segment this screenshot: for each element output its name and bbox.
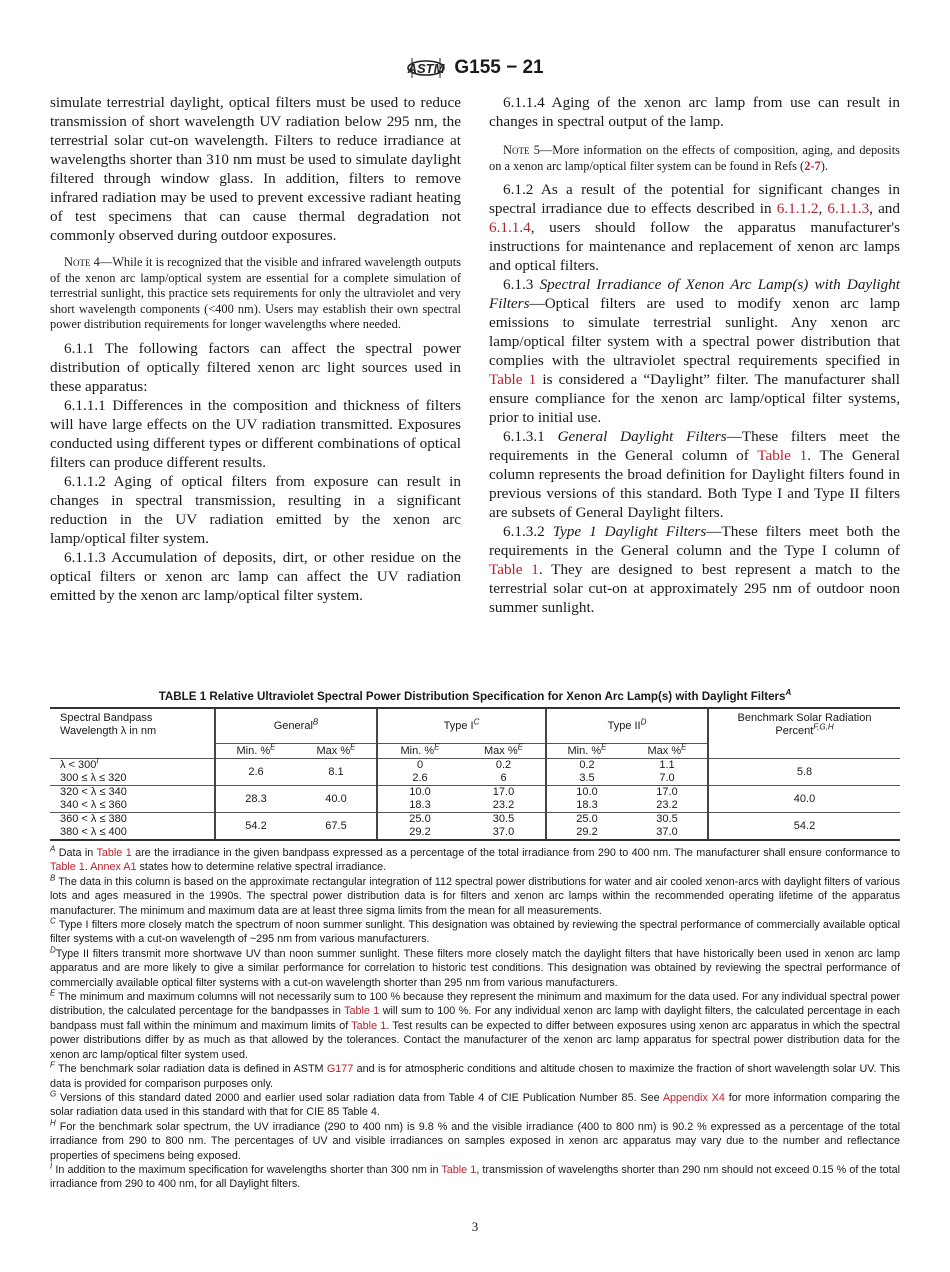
document-id: G155 − 21 <box>454 57 544 78</box>
header-text: Max % <box>647 744 682 757</box>
footnote-a <box>50 846 900 875</box>
text: The minimum and maximum columns will not necessarily sum to 100 % because they represent the minimum and maximum for the data used. For any individual spectral power distribution, the calculated percentage for the bandpasses in <box>50 991 900 1018</box>
section-6-1-3-1 <box>489 427 900 522</box>
type2-min-cell: 18.3 <box>546 799 627 813</box>
text: —These filters meet both the requirements in the General column and the Type I column of <box>489 523 901 560</box>
header-bandpass <box>50 708 215 759</box>
footnote-ref: A <box>785 688 792 698</box>
text: , <box>818 200 828 218</box>
footnote-e <box>50 990 900 1062</box>
benchmark-cell: 5.8 <box>708 759 900 786</box>
footnote-i <box>50 1163 900 1192</box>
type2-max-cell: 17.0 <box>656 786 678 798</box>
section-6-1-3-2 <box>489 522 900 617</box>
type1-min-cell: 0 <box>377 759 462 773</box>
footnote-h <box>50 1120 900 1163</box>
link-annex-a1[interactable]: Annex A1 <box>90 861 137 874</box>
table-footnotes <box>50 846 900 1192</box>
benchmark-cell: 54.2 <box>708 813 900 841</box>
page-number: 3 <box>471 1219 479 1234</box>
text: , and <box>869 200 900 218</box>
table-title <box>50 690 900 703</box>
footnote-letter: E <box>50 988 56 998</box>
band-cell: 340 < λ ≤ 360 <box>50 799 215 813</box>
footnote-ref: B <box>312 716 319 726</box>
footnote-ref: E <box>350 741 356 751</box>
header-benchmark <box>708 708 900 759</box>
header-text: Type II <box>607 719 641 732</box>
section-6-1-1-4: 6.1.1.4 Aging of the xenon arc lamp from use can result in changes in spectral output of the lamp. <box>489 94 900 130</box>
footnote-ref: F,G,H <box>813 722 834 732</box>
section-number: 6.1.3 <box>503 276 540 294</box>
link-appendix-x4[interactable]: Appendix X4 <box>662 1091 725 1104</box>
benchmark-cell: 40.0 <box>708 786 900 813</box>
note-5-end: ). <box>820 158 828 173</box>
link-6-1-1-2[interactable]: 6.1.1.2 <box>776 200 819 218</box>
header-text: Max % <box>484 744 518 757</box>
link-g177[interactable]: G177 <box>326 1063 354 1076</box>
type2-max-cell: 23.2 <box>627 799 708 813</box>
band-label: λ < 300 <box>60 759 97 771</box>
text: is considered a “Daylight” filter. The manufacturer shall ensure compliance for the xenon arc lamp/optical filter systems, prior to initial use. <box>489 371 900 427</box>
text: Type I filters more closely match the spectrum of noon summer sunlight. This designation was obtained by reviewing the spectral performance of commercially available optical filter systems with a cut-on wavelength of ~295 nm from various manufacturers. <box>50 919 900 946</box>
text: . They are designed to best represent a match to the terrestrial solar cut-on at approximately 295 nm of outdoor noon summer sunlight. <box>489 561 901 617</box>
type2-min-cell: 25.0 <box>546 813 627 827</box>
general-min-cell: 2.6 <box>215 759 296 786</box>
footnote-b <box>50 875 900 918</box>
type1-max-cell: 30.5 <box>492 813 515 825</box>
header-general <box>215 708 377 744</box>
link-table-1[interactable]: Table 1 <box>489 561 539 579</box>
text: 6.1.2 As a result of the potential for significant changes in spectral irradiance due to effects described in <box>489 181 900 218</box>
text: for more information comparing the solar radiation data used in this standard with that for CIE 85 Table 4. <box>50 1091 900 1119</box>
table-row <box>50 759 900 773</box>
link-table-1[interactable]: Table 1 <box>351 1019 387 1032</box>
link-6-1-1-3[interactable]: 6.1.1.3 <box>827 200 870 218</box>
header-text: Wavelength λ in nm <box>60 725 157 737</box>
text: In addition to the maximum specification for wavelengths shorter than 300 nm in <box>52 1163 442 1176</box>
text: Type II filters transmit more shortwave UV than noon summer sunlight. These filters more closely match the daylight filters that have historically been used in xenon arc lamp apparatus and are more likely to give a similar performance for correlation to historic test conditions. This designation was obtained by reviewing the spectral performance of commercially available optical filter systems with a cut-on wavelength shorter than 295 nm from various manufacturers. <box>50 947 900 989</box>
text: . <box>84 861 91 874</box>
type1-max-cell: 6 <box>462 772 546 786</box>
footnote-ref: E <box>517 741 523 751</box>
text: —These filters meet the requirements in the General column of <box>489 428 900 465</box>
section-number: 6.1.3.1 <box>503 428 558 446</box>
header-text: General <box>273 719 313 732</box>
footnote-ref: C <box>473 716 480 726</box>
general-max-cell: 67.5 <box>296 813 377 841</box>
footnote-ref: E <box>270 741 276 751</box>
type2-min-cell: 29.2 <box>546 826 627 840</box>
table-row <box>50 786 900 800</box>
footnote-c <box>50 918 900 947</box>
text: are the irradiance in the given bandpass expressed as a percentage of the total irradiance from 290 to 400 nm. The manufacturer shall ensure conformance to <box>131 847 900 859</box>
table-title-text: TABLE 1 Relative Ultraviolet Spectral Power Distribution Specification for Xenon Arc Lamp(s) with Daylight Filters <box>158 690 786 703</box>
text: will sum to 100 %. For any individual xenon arc lamp with daylight filters, the calculated percentage in each bandpass must fall within the minimum and maximum limits of <box>50 1005 900 1032</box>
band-cell: 320 < λ ≤ 340 <box>60 786 127 798</box>
text: , users should follow the apparatus manufacturer's instructions for maintenance and replacement of xenon arc lamps and optical filters. <box>489 219 900 275</box>
type2-min-cell: 3.5 <box>546 772 627 786</box>
page-header <box>0 54 950 84</box>
text: , transmission of wavelengths shorter than 290 nm should not exceed 0.15 % of the total irradiance from 290 to 400 nm, for all Daylight filters. <box>50 1163 900 1191</box>
svg-text:ASTM: ASTM <box>407 61 445 76</box>
general-max-cell: 8.1 <box>296 759 377 786</box>
band-cell: 380 < λ ≤ 400 <box>50 826 215 840</box>
note-5-text: —More information on the effects of composition, aging, and deposits on a xenon arc lamp/optical filter system can be found in Refs ( <box>489 143 900 173</box>
astm-logo-icon <box>406 54 446 82</box>
type2-max-cell: 1.1 <box>659 759 675 771</box>
text: The benchmark solar radiation data is defined in ASTM <box>54 1063 327 1076</box>
type2-max-cell: 30.5 <box>656 813 678 825</box>
right-column <box>489 93 900 617</box>
footnote-letter: F <box>50 1060 55 1070</box>
footnote-ref: I <box>96 756 99 766</box>
type2-max-cell: 37.0 <box>627 826 708 840</box>
header-type2-min <box>546 741 627 759</box>
note-4-text: —While it is recognized that the visible and infrared wavelength outputs of the xenon arc lamp/optical system are essential for a complete simulation of terrestrial sunlight, this practice sets requirements for only the ultraviolet and very short wavelength components (<400 nm). Users may establish their own spectral power distribution requirements for longer wavelengths where needed. <box>50 255 461 332</box>
section-number: 6.1.3.2 <box>503 523 553 541</box>
header-text: Benchmark Solar Radiation <box>737 712 872 724</box>
footnote-ref: E <box>681 741 687 751</box>
note-5-label: Note 5 <box>503 143 540 157</box>
section-6-1-3 <box>489 275 900 427</box>
type1-min-cell: 10.0 <box>377 786 462 800</box>
text: Data in <box>55 847 97 859</box>
type2-max-cell: 7.0 <box>627 772 708 786</box>
type1-min-cell: 18.3 <box>377 799 462 813</box>
paragraph-continuation: simulate terrestrial daylight, optical filters must be used to reduce transmission of short wavelength UV radiation below 295 nm, the terrestrial solar cut-on wavelength. Filters to reduce irradiance at wavelengths shorter than 310 nm must be used to simulate daylight filtered through window glass. In addition, filters to remove infrared radiation may be used to prevent excessive radiant heating of test specimens that can cause thermal degradation not commonly observed during outdoor exposures. <box>50 94 461 244</box>
section-title: Spectral Irradiance of Xenon Arc Lamp(s) with Daylight Filters <box>489 276 901 313</box>
section-6-1-1-2: 6.1.1.2 Aging of optical filters from exposure can result in changes in spectral transmission, resulting in a significant reduction in the UV radiation emitted by the xenon arc lamp/optical filter system. <box>50 472 461 547</box>
link-table-1[interactable]: Table 1 <box>344 1005 380 1018</box>
general-max-cell: 40.0 <box>296 786 377 813</box>
header-text: Max % <box>316 744 351 757</box>
link-6-1-1-4[interactable]: 6.1.1.4 <box>489 219 531 237</box>
header-text: Percent <box>775 725 814 737</box>
type2-min-cell: 0.2 <box>546 759 627 773</box>
header-type1-max <box>462 741 546 759</box>
type1-max-cell: 23.2 <box>462 799 546 813</box>
header-type1-min <box>377 741 462 759</box>
note-4-label: Note 4 <box>64 255 100 269</box>
note-5 <box>489 143 900 174</box>
type1-max-cell: 17.0 <box>492 786 515 798</box>
type2-min-cell: 10.0 <box>546 786 627 800</box>
header-text: Spectral Bandpass <box>60 712 153 724</box>
link-table-1[interactable]: Table 1 <box>50 861 85 874</box>
footnote-d <box>50 947 900 990</box>
table-row <box>50 813 900 827</box>
band-cell: 360 < λ ≤ 380 <box>60 813 127 825</box>
refs-link[interactable]: 2-7 <box>804 158 821 173</box>
header-text: Min. % <box>567 744 602 757</box>
section-6-1-1: 6.1.1 The following factors can affect the spectral power distribution of optically filtered xenon arc light sources used in these apparatus: <box>50 339 461 395</box>
section-title: General Daylight Filters <box>557 428 727 446</box>
left-column <box>50 93 461 605</box>
section-6-1-1-3: 6.1.1.3 Accumulation of deposits, dirt, or other residue on the optical filters or xenon arc lamp can affect the UV radiation emitted by the xenon arc lamp/optical filter system. <box>50 548 461 604</box>
link-table-1[interactable]: Table 1 <box>489 371 537 389</box>
footnote-g <box>50 1091 900 1120</box>
header-text: Type I <box>443 719 474 732</box>
footnote-ref: D <box>640 716 647 726</box>
section-title: Type 1 Daylight Filters <box>552 523 707 541</box>
footnote-letter: C <box>50 916 56 926</box>
footnote-letter: D <box>50 945 56 955</box>
header-general-max <box>296 741 377 759</box>
spectral-spec-table <box>50 707 900 841</box>
footnote-letter: I <box>50 1161 53 1171</box>
type1-min-cell: 2.6 <box>377 772 462 786</box>
type1-max-cell: 37.0 <box>462 826 546 840</box>
link-table-1[interactable]: Table 1 <box>441 1163 477 1176</box>
footnote-letter: B <box>50 873 56 883</box>
text: . The General column represents the broad definition for Daylight filters found in previous versions of this standard. Both Type I and Type II filters are subsets of General Daylight filters. <box>489 447 900 522</box>
band-cell <box>50 756 215 773</box>
footnote-f <box>50 1062 900 1091</box>
text: Versions of this standard dated 2000 and earlier used solar radiation data from Table 4 of CIE Publication Number 85. See <box>56 1091 663 1104</box>
text: . Test results can be expected to differ between exposures using xenon arc apparatus in which the spectral power distributions differ by as much as that allowed by the tolerances. Contact the manufacturer of the xenon arc lamp apparatus for spectral power distribution data for the xenon arc lamp/optical filter system used. <box>50 1019 901 1061</box>
text: —Optical filters are used to modify xenon arc lamp emissions to simulate terrestrial sunlight. Any xenon arc lamp/optical filter system with a spectral power distribution that complies with the ultraviolet spectral requirements specified in <box>489 295 900 370</box>
type1-min-cell: 29.2 <box>377 826 462 840</box>
footnote-letter: A <box>50 844 56 854</box>
header-type2 <box>546 708 708 744</box>
footnote-ref: E <box>434 741 440 751</box>
type1-min-cell: 25.0 <box>377 813 462 827</box>
general-min-cell: 54.2 <box>215 813 296 841</box>
header-type1 <box>377 708 546 744</box>
header-text: Min. % <box>236 744 271 757</box>
text: The data in this column is based on the approximate rectangular integration of 112 spectral power distributions for water and air cooled xenon-arcs with daylight filters of various lots and ages measured in the 1990s. The spectral power distribution data is for filters and xenon arc lamps within the recommended operating lifetime of the apparatus manufacturer. The minimum and maximum data are at least three sigma limits from the mean for all measurements. <box>50 875 900 917</box>
text: and is for atmospheric conditions and altitude chosen to maximize the fraction of short wavelength solar UV. This data is provided for comparison purposes only. <box>50 1063 900 1090</box>
text: states how to determine relative spectral irradiance. <box>136 861 387 874</box>
link-table-1[interactable]: Table 1 <box>96 847 132 859</box>
section-6-1-1-1: 6.1.1.1 Differences in the composition and thickness of filters will have large effects on the UV radiation transmitted. Exposures conducted using different types or different combinations of optical filters can produce different results. <box>50 396 461 471</box>
footnote-letter: G <box>50 1089 57 1099</box>
type1-max-cell: 0.2 <box>495 759 512 771</box>
link-table-1[interactable]: Table 1 <box>757 447 808 465</box>
footnote-ref: E <box>601 741 607 751</box>
header-general-min <box>215 741 296 759</box>
section-6-1-2 <box>489 180 900 275</box>
header-type2-max <box>627 741 708 759</box>
note-4 <box>50 255 461 333</box>
footnote-letter: H <box>50 1118 56 1128</box>
header-text: Min. % <box>400 744 435 757</box>
text: For the benchmark solar spectrum, the UV irradiance (290 to 400 nm) is 9.8 % and the visible irradiance (400 to 800 nm) is 90.2 % expressed as a percentage of the total irradiance from 290 to 800 nm. The percentages of UV and visible irradiances on samples exposed in xenon arc apparatus may vary due to the number and reflectance properties of specimens being exposed. <box>50 1120 900 1162</box>
band-cell: 300 ≤ λ ≤ 320 <box>50 772 215 786</box>
general-min-cell: 28.3 <box>215 786 296 813</box>
